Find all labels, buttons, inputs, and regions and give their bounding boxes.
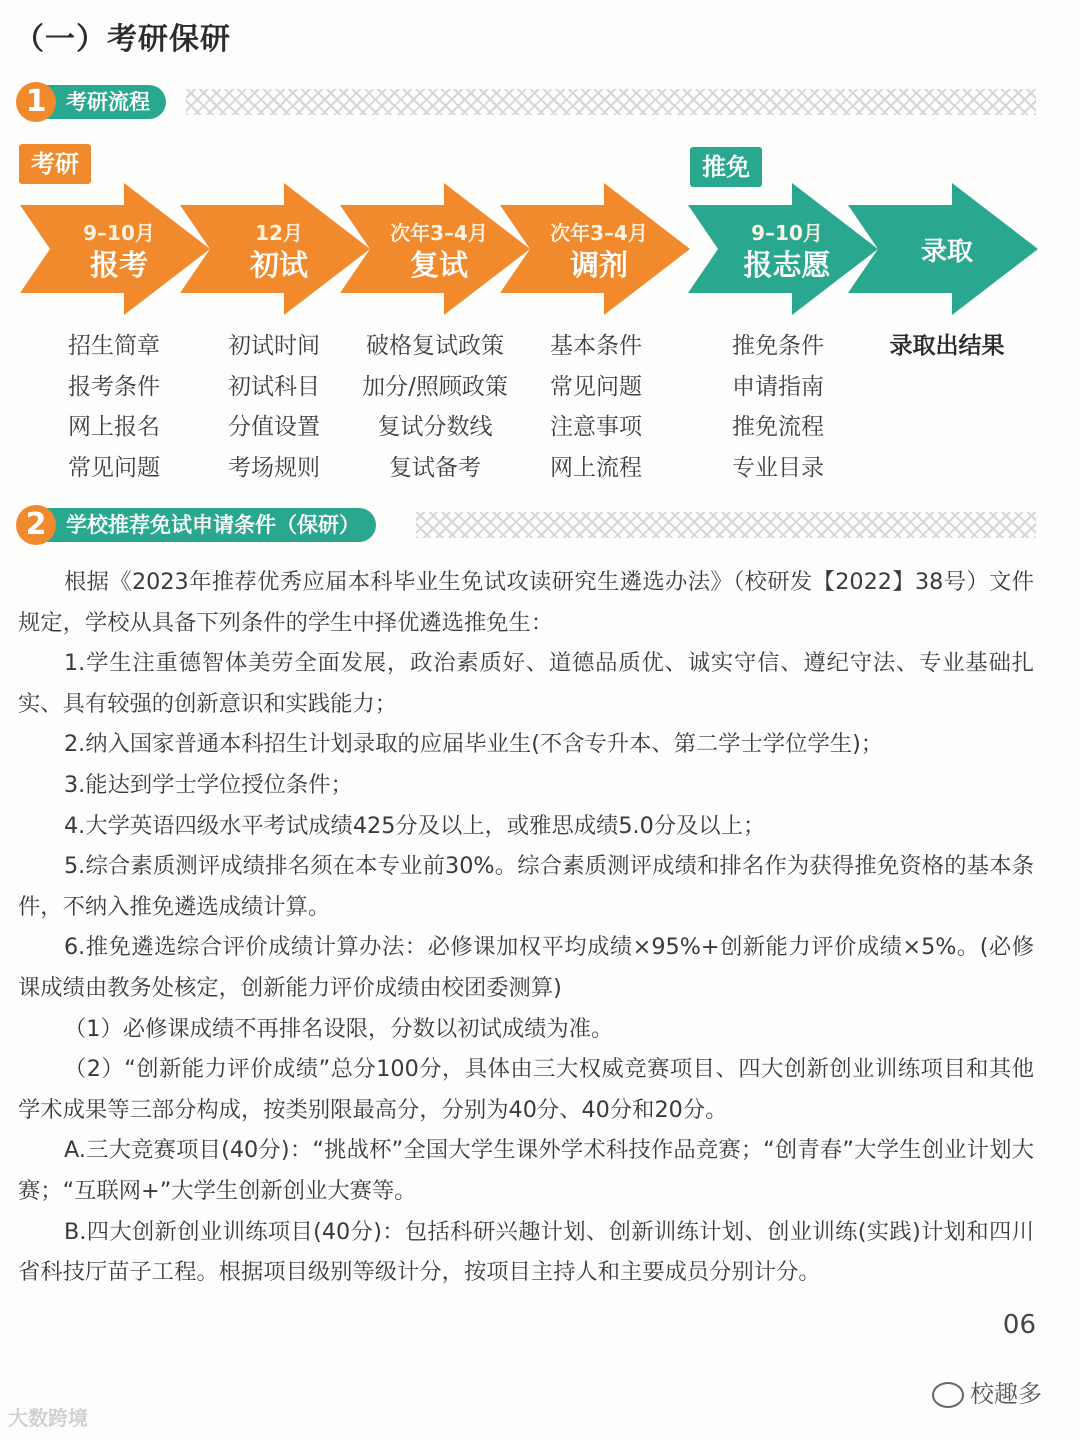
list-item: 录取出结果 xyxy=(889,333,1005,359)
list-item: 网上流程 xyxy=(550,454,642,481)
section-title-1: 考研流程 xyxy=(42,85,166,119)
page-heading: （一）考研保研 xyxy=(14,22,231,57)
step-name: 调剂 xyxy=(569,248,628,282)
list-item: 初试科目 xyxy=(228,373,320,400)
items-luqu xyxy=(872,326,1022,367)
decorative-pattern xyxy=(186,89,1036,115)
list-item: 常见问题 xyxy=(550,373,642,400)
list-item: 复试备考 xyxy=(389,454,481,481)
list-item: 复试分数线 xyxy=(377,414,493,440)
tag-kaoyan: 考研 xyxy=(19,144,91,184)
list-item: 分值设置 xyxy=(228,414,320,440)
step-name: 录取 xyxy=(920,237,973,267)
step-date: 9–10月 xyxy=(751,221,823,245)
step-name: 复试 xyxy=(409,248,468,282)
items-fushi xyxy=(350,326,520,488)
step-date: 12月 xyxy=(255,221,303,245)
section-header-2 xyxy=(16,503,1036,547)
paragraph: 4.大学英语四级水平考试成绩425分及以上，或雅思成绩5.0分及以上； xyxy=(64,812,766,839)
step-date: 9–10月 xyxy=(83,221,155,245)
list-item: 网上报名 xyxy=(68,414,160,440)
items-baokao xyxy=(44,326,184,488)
list-item: 推免条件 xyxy=(732,333,824,359)
list-item: 基本条件 xyxy=(550,333,642,359)
step-name: 报志愿 xyxy=(743,248,831,282)
watermark-left: 大数跨境 xyxy=(8,1406,88,1430)
tag-tuimian: 推免 xyxy=(690,147,762,187)
decorative-pattern xyxy=(416,512,1036,538)
items-tiaoji xyxy=(526,326,666,488)
list-item: 破格复试政策 xyxy=(366,333,504,359)
paragraph: A.三大竞赛项目(40分)：“挑战杯”全国大学生课外学术科技作品竞赛；“创青春”大学生创业计划大赛；“互联网+”大学生创新创业大赛等。 xyxy=(18,1137,1034,1204)
list-item: 招生简章 xyxy=(68,333,160,359)
step-date: 次年3–4月 xyxy=(550,221,648,245)
paragraph: （1）必修课成绩不再排名设限，分数以初试成绩为准。 xyxy=(64,1015,614,1042)
list-item: 推免流程 xyxy=(732,414,824,440)
list-item: 初试时间 xyxy=(228,333,320,359)
section-header-1 xyxy=(16,80,1036,124)
paragraph: （2）“创新能力评价成绩”总分100分，具体由三大权威竞赛项目、四大创新创业训练项目和其他学术成果等三部分构成，按类别限最高分，分别为40分、40分和20分。 xyxy=(18,1056,1034,1123)
body-text xyxy=(18,562,1034,1293)
paragraph: 1.学生注重德智体美劳全面发展，政治素质好、道德品质优、诚实守信、遵纪守法、专业基础扎实、具有较强的创新意识和实践能力； xyxy=(18,650,1034,717)
list-item: 专业目录 xyxy=(732,454,824,481)
section-number-2: 2 xyxy=(16,505,56,545)
paragraph: 2.纳入国家普通本科招生计划录取的应届毕业生(不含专升本、第二学士学位学生)； xyxy=(64,731,884,758)
step-date: 次年3–4月 xyxy=(390,221,488,245)
paragraph: B.四大创新创业训练项目(40分)：包括科研兴趣计划、创新训练计划、创业训练(实践)计划和四川省科技厅苗子工程。根据项目级别等级计分，按项目主持人和主要成员分别计分。 xyxy=(18,1218,1034,1286)
list-item: 常见问题 xyxy=(68,454,160,481)
step-name: 初试 xyxy=(249,248,308,282)
flow-step-luqu xyxy=(848,183,1038,315)
step-name: 报考 xyxy=(89,248,148,282)
wechat-icon xyxy=(932,1382,964,1408)
list-item: 加分/照顾政策 xyxy=(362,373,508,400)
paragraph: 根据《2023年推荐优秀应届本科毕业生免试攻读研究生遴选办法》（校研发【2022】38号）文件规定，学校从具备下列条件的学生中择优遴选推免生： xyxy=(18,569,1034,636)
flow-step-tiaoji xyxy=(500,183,690,315)
page-number: 06 xyxy=(1002,1310,1036,1340)
items-chushi xyxy=(204,326,344,488)
list-item: 考场规则 xyxy=(228,454,320,481)
items-baozhiyuan xyxy=(708,326,848,488)
list-item: 注意事项 xyxy=(550,414,642,440)
section-number-1: 1 xyxy=(16,82,56,122)
watermark-right xyxy=(932,1374,1042,1409)
watermark-text: 校趣多 xyxy=(970,1380,1042,1408)
list-item: 申请指南 xyxy=(732,373,824,400)
section-title-2: 学校推荐免试申请条件（保研） xyxy=(42,508,376,542)
list-item: 报考条件 xyxy=(68,373,160,400)
paragraph: 6.推免遴选综合评价成绩计算办法：必修课加权平均成绩×95%+创新能力评价成绩×5%。(必修课成绩由教务处核定，创新能力评价成绩由校团委测算) xyxy=(18,934,1034,1001)
paragraph: 5.综合素质测评成绩排名须在本专业前30%。综合素质测评成绩和排名作为获得推免资格的基本条件，不纳入推免遴选成绩计算。 xyxy=(18,853,1034,920)
paragraph: 3.能达到学士学位授位条件； xyxy=(64,771,353,798)
